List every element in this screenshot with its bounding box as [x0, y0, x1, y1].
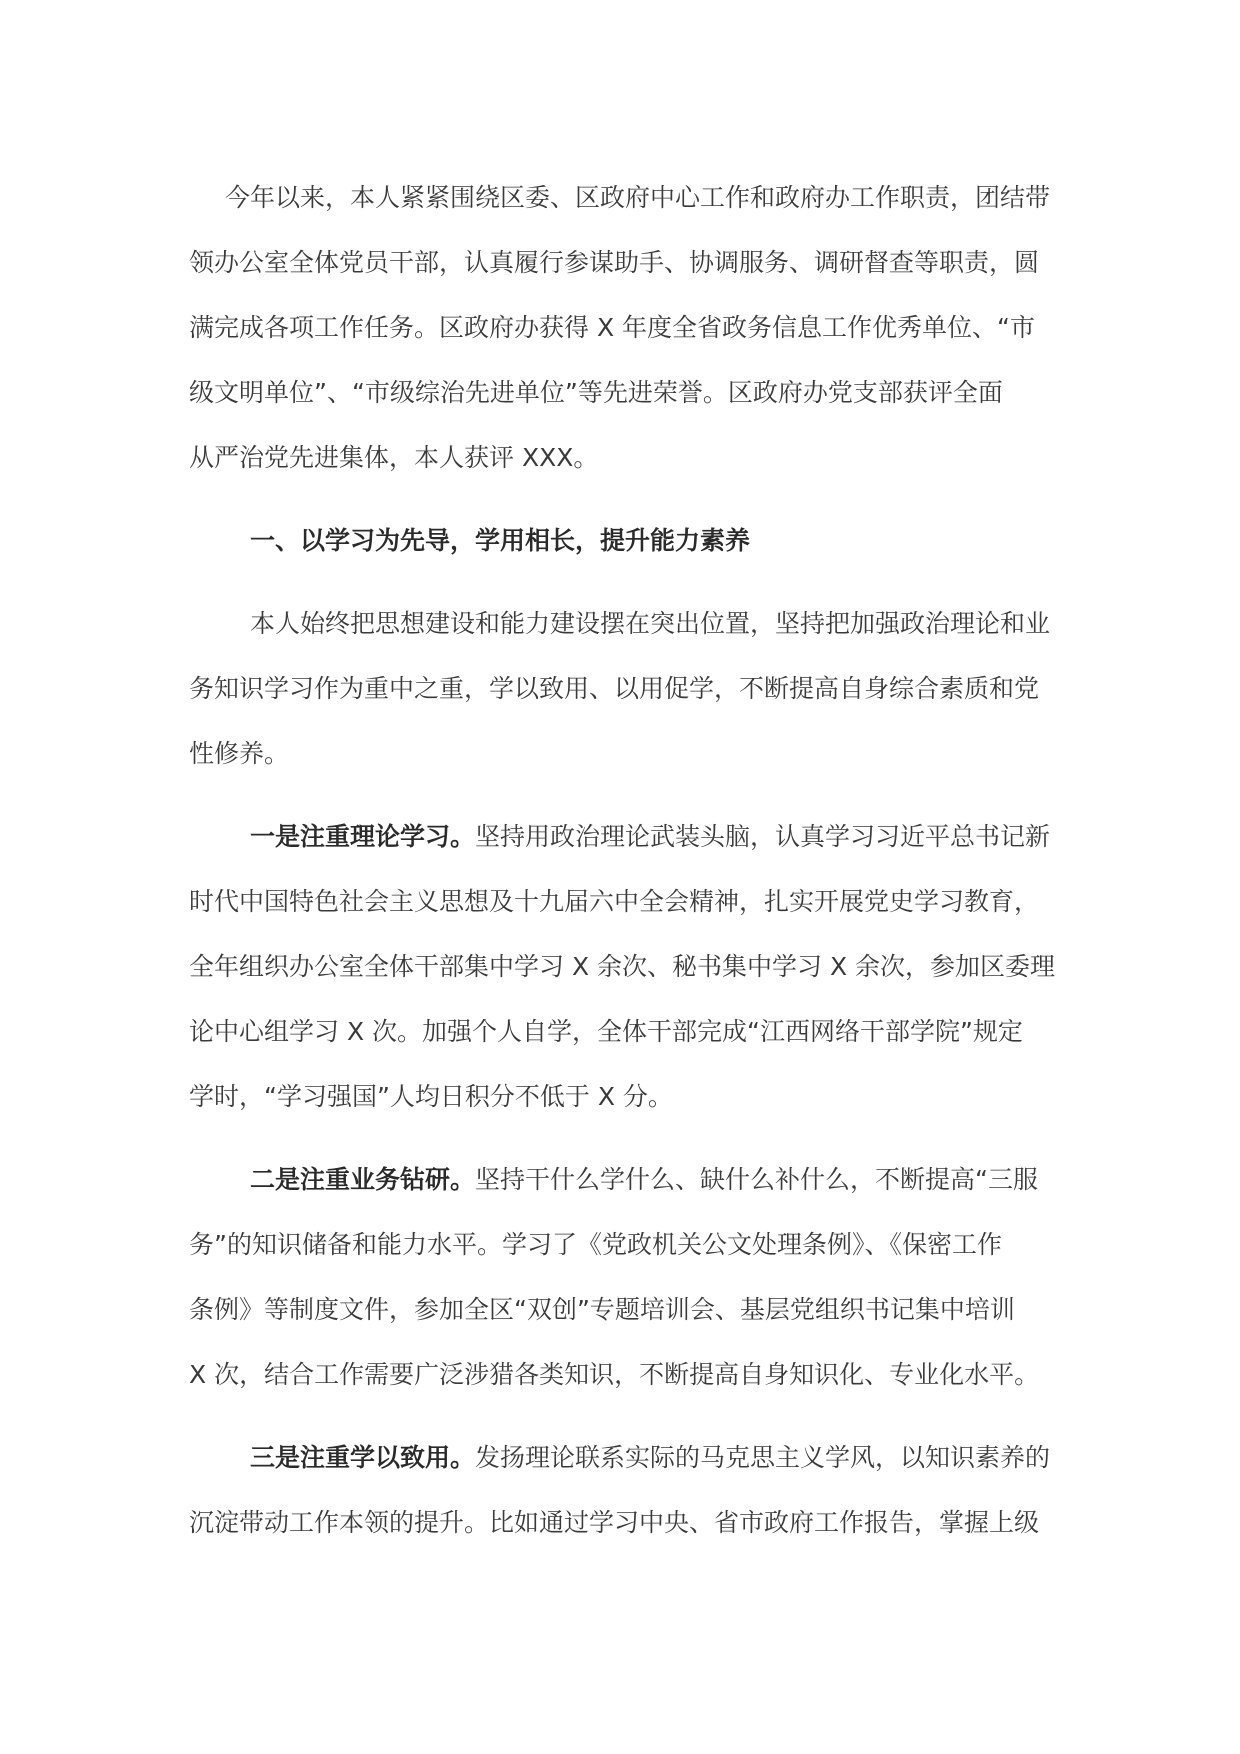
- text-line: 今年以来，本人紧紧围绕区委、区政府中心工作和政府办工作职责，团结带: [225, 183, 1051, 212]
- point-one-paragraph: [189, 804, 1069, 1129]
- text-line: 沉淀带动工作本领的提升。比如通过学习中央、省市政府工作报告，掌握上级: [189, 1508, 1040, 1537]
- text-line: 论中心组学习 X 次。加强个人自学，全体干部完成“江西网络干部学院”规定: [189, 1017, 1023, 1046]
- text-line: 条例》等制度文件，参加全区“双创”专题培训会、基层党组织书记集中培训: [189, 1295, 1015, 1324]
- intro-paragraph: [189, 165, 1069, 490]
- lead-text: 一是注重理论学习。: [250, 822, 476, 851]
- text-line: 坚持干什么学什么、缺什么补什么，不断提高“三服: [475, 1165, 1038, 1194]
- text-line: 领办公室全体党员干部，认真履行参谋助手、协调服务、调研督查等职责，圆: [189, 248, 1040, 277]
- text-line: 坚持用政治理论武装头脑，认真学习习近平总书记新: [475, 822, 1051, 851]
- text-line: 从严治党先进集体，本人获评 XXX。: [189, 443, 599, 472]
- text-line: 全年组织办公室全体干部集中学习 X 余次、秘书集中学习 X 余次，参加区委理: [189, 952, 1056, 981]
- heading-text: 一、以学习为先导，学用相长，提升能力素养: [250, 526, 751, 555]
- text-line: 学时，“学习强国”人均日积分不低于 X 分。: [189, 1082, 673, 1111]
- section-heading: [189, 508, 1069, 573]
- text-line: 务知识学习作为重中之重，学以致用、以用促学，不断提高自身综合素质和党: [189, 674, 1040, 703]
- text-line: 时代中国特色社会主义思想及十九届六中全会精神，扎实开展党史学习教育，: [189, 887, 1040, 916]
- text-line: 本人始终把思想建设和能力建设摆在突出位置，坚持把加强政治理论和业: [250, 609, 1051, 638]
- text-line: 务”的知识储备和能力水平。学习了《党政机关公文处理条例》、《保密工作: [189, 1230, 1002, 1259]
- text-line: 性修养。: [189, 739, 290, 768]
- document-body: [189, 165, 1069, 1573]
- point-two-paragraph: [189, 1147, 1069, 1407]
- text-line: X 次，结合工作需要广泛涉猎各类知识，不断提高自身知识化、专业化水平。: [189, 1360, 1040, 1389]
- lead-text: 三是注重学以致用。: [250, 1443, 476, 1472]
- lead-text: 二是注重业务钻研。: [250, 1165, 476, 1194]
- text-line: 发扬理论联系实际的马克思主义学风，以知识素养的: [475, 1443, 1051, 1472]
- text-line: 满完成各项工作任务。区政府办获得 X 年度全省政务信息工作优秀单位、“市: [189, 313, 1035, 342]
- text-line: 级文明单位”、“市级综治先进单位”等先进荣誉。区政府办党支部获评全面: [189, 378, 1003, 407]
- section-paragraph: [189, 591, 1069, 786]
- point-three-paragraph: [189, 1425, 1069, 1555]
